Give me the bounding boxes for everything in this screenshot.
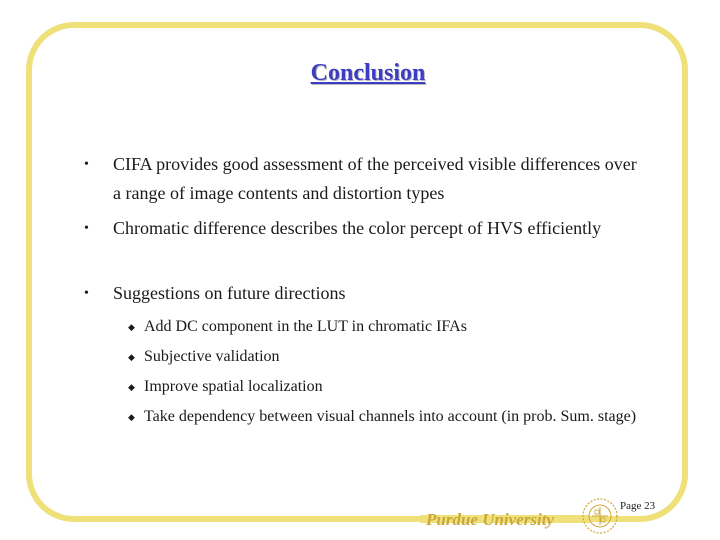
bullet-item	[84, 279, 644, 308]
university-seal-icon	[576, 496, 624, 536]
diamond-bullet-icon: ◆	[128, 352, 135, 362]
bullet-item	[84, 214, 644, 243]
bullet-icon: •	[84, 286, 89, 301]
bullet-icon: •	[84, 221, 89, 236]
university-name: Purdue University	[426, 510, 554, 529]
sub-bullet-text: Take dependency between visual channels into account (in prob. Sum. stage)	[144, 408, 637, 425]
bullet-icon: •	[84, 157, 89, 172]
page-number: Page 23	[620, 500, 656, 512]
sub-bullet-item	[128, 344, 648, 370]
diamond-bullet-icon: ◆	[128, 382, 135, 392]
sub-bullet-text: Improve spatial localization	[144, 378, 323, 395]
sub-bullet-item	[128, 314, 648, 340]
bullet-text: Suggestions on future directions	[113, 283, 346, 303]
diamond-bullet-icon: ◆	[128, 412, 135, 422]
slide-title: Conclusion	[310, 60, 426, 86]
sub-bullet-text: Subjective validation	[144, 348, 280, 365]
slide-frame	[26, 22, 688, 522]
sub-bullet-item	[128, 374, 648, 400]
bullet-text: Chromatic difference describes the color percept of HVS efficiently	[113, 218, 602, 238]
sub-bullet-item	[128, 404, 648, 430]
sub-bullet-text: Add DC component in the LUT in chromatic IFAs	[144, 318, 467, 335]
diamond-bullet-icon: ◆	[128, 322, 135, 332]
bullet-item	[84, 150, 644, 208]
bullet-text: CIFA provides good assessment of the perceived visible differences over a range of image contents and distortion types	[113, 154, 637, 203]
